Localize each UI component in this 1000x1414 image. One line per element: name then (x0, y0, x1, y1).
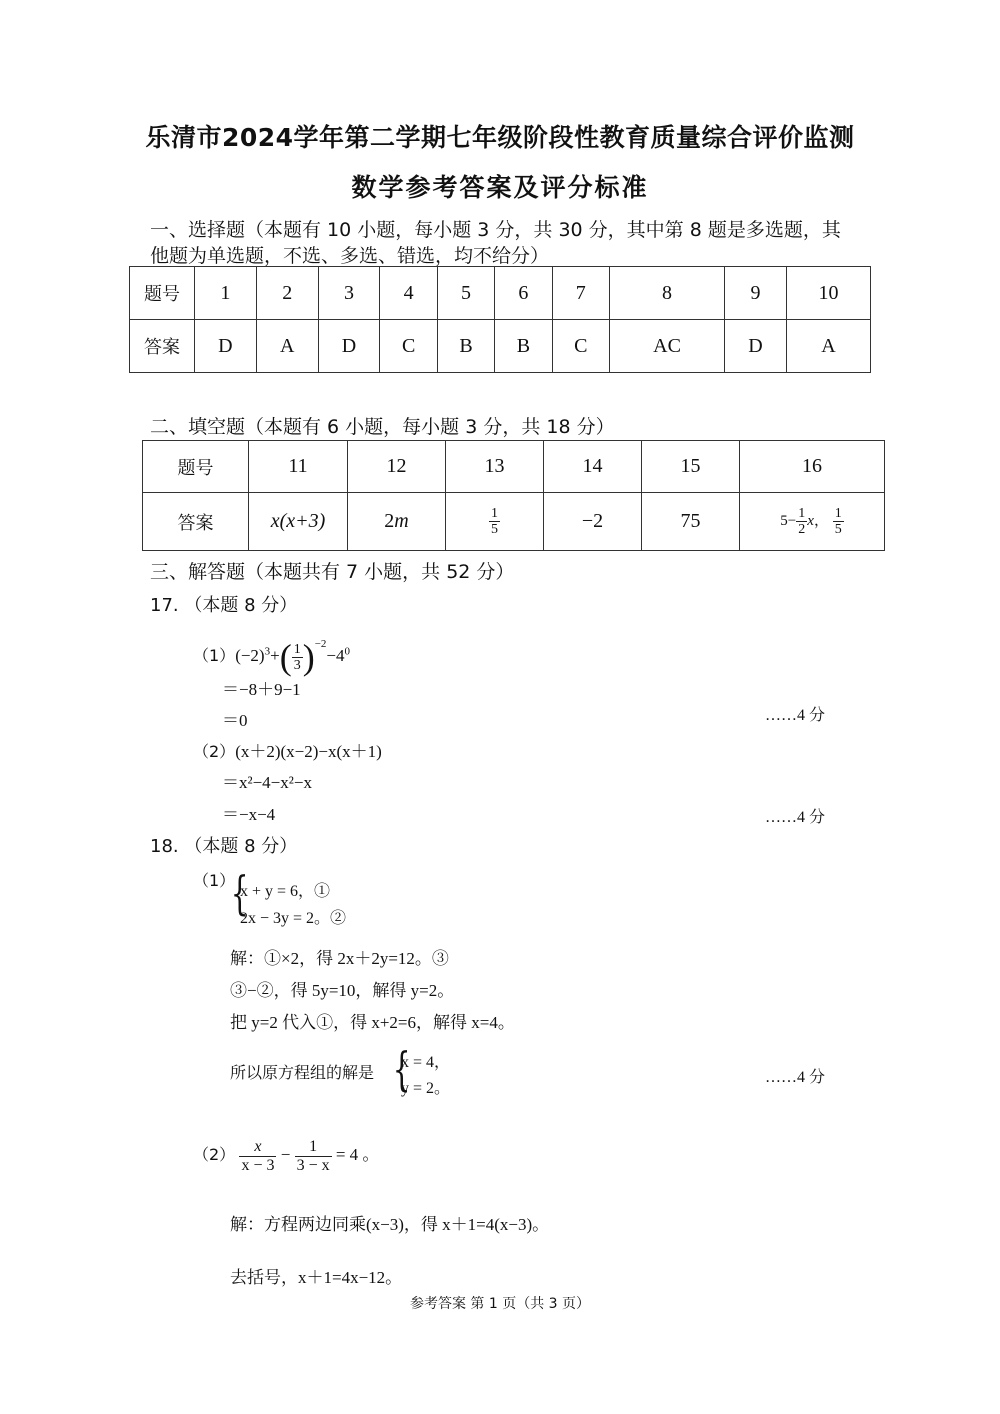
q17-part2-step1: ＝x²−4−x²−x (222, 773, 312, 792)
numerator: 1 (295, 1138, 332, 1157)
section3-heading: 三、解答题（本题共有 7 小题，共 52 分） (150, 561, 515, 583)
question-number: 10 (786, 267, 870, 320)
answer-cell: −2 (544, 493, 642, 551)
answer-cell: A (786, 320, 870, 373)
denominator: 3 (293, 657, 301, 673)
q18-part1-score: ……4 分 (765, 1069, 826, 1086)
fraction (796, 506, 807, 537)
left-paren: ( (279, 637, 292, 678)
system-brace: { (230, 866, 249, 920)
table-row (143, 441, 885, 493)
row-label-question: 题号 (130, 267, 195, 320)
answer-cell (348, 493, 446, 551)
row-label-question: 题号 (143, 441, 249, 493)
numerator: 1 (834, 506, 842, 521)
question-number: 6 (495, 267, 552, 320)
question-number: 3 (318, 267, 380, 320)
fraction (292, 642, 303, 673)
denominator: 5 (834, 522, 842, 537)
fraction (239, 1138, 276, 1175)
answer-cell: D (318, 320, 380, 373)
answer-cell: C (552, 320, 609, 373)
fraction (833, 506, 844, 537)
q18-part1-solution-line2: ③−②，得 5y=10，解得 y=2。 (230, 981, 455, 1000)
title-line2: 数学参考答案及评分标准 (351, 173, 649, 202)
row-label-answer: 答案 (143, 493, 249, 551)
question-number: 4 (380, 267, 437, 320)
exponent: 0 (344, 645, 351, 658)
q18-part1-solution-line3: 把 y=2 代入①，得 x+2=6，解得 x=4。 (230, 1013, 515, 1032)
denominator: x − 3 (241, 1156, 275, 1174)
answer-separator: ， (813, 512, 829, 529)
q17-part2-score: ……4 分 (765, 809, 826, 826)
q17-part1-score: ……4 分 (765, 707, 826, 724)
right-paren: ) (302, 637, 315, 678)
term: −4 (326, 646, 345, 665)
numerator: 1 (293, 641, 301, 657)
answer-cell: B (495, 320, 552, 373)
solution-brace: { (392, 1042, 411, 1096)
answer-cell: AC (609, 320, 724, 373)
table-row (130, 267, 871, 320)
q17-part2-step2: ＝−x−4 (222, 805, 276, 824)
answer-cell (740, 493, 885, 551)
q17-part1-label: （1） (193, 646, 236, 665)
question-number: 2 (256, 267, 318, 320)
question-number: 1 (195, 267, 257, 320)
question-number: 9 (725, 267, 787, 320)
q17-part2-label: （2） (193, 742, 236, 761)
section2-heading: 二、填空题（本题有 6 小题，每小题 3 分，共 18 分） (150, 416, 615, 438)
system-equation-1: x + y = 6，① (240, 883, 331, 900)
answer-coefficient: 2 (384, 510, 395, 532)
question-number: 15 (642, 441, 740, 493)
q17-part1-step1: ＝−8＋9−1 (222, 680, 301, 699)
q17-part1-expression (193, 626, 351, 678)
question-number: 11 (249, 441, 348, 493)
numerator: x (239, 1138, 276, 1157)
answer-cell: C (380, 320, 437, 373)
q18-part1-solution-line1: 解：①×2，得 2x＋2y=12。③ (230, 949, 449, 968)
q17-part1-step2: ＝0 (222, 711, 248, 730)
page-footer: 参考答案 第 1 页（共 3 页） (409, 1296, 591, 1312)
denominator: 2 (798, 522, 806, 537)
answer-cell: x(x+3) (249, 493, 348, 551)
denominator: 5 (491, 522, 498, 537)
answer-cell: 75 (642, 493, 740, 551)
q18-title: 18. （本题 8 分） (150, 836, 298, 857)
question-number: 8 (609, 267, 724, 320)
answer-variable: m (394, 510, 409, 532)
table-row (130, 320, 871, 373)
answer-cell: B (437, 320, 494, 373)
exponent: −2 (314, 638, 327, 650)
fill-blank-answer-table (142, 440, 885, 551)
denominator: 3 − x (296, 1156, 330, 1174)
q18-part1-label: （1） (193, 871, 236, 890)
expression: (x＋2)(x−2)−x(x＋1) (235, 742, 382, 761)
q18-part2-equation (193, 1135, 379, 1175)
fraction (295, 1138, 332, 1175)
question-number: 14 (544, 441, 642, 493)
right-hand-side: = 4 。 (335, 1145, 380, 1164)
question-number: 16 (740, 441, 885, 493)
solution-equation-2: y = 2。 (401, 1080, 451, 1097)
exponent: 3 (264, 645, 271, 658)
section1-heading-line1: 一、选择题（本题有 10 小题，每小题 3 分，共 30 分，其中第 8 题是多选题，其 (150, 219, 841, 241)
section1-heading-line2: 他题为单选题，不选、多选、错选，均不给分） (150, 245, 550, 267)
solution-equation-1: x = 4， (401, 1054, 451, 1071)
q18-part2-solution-line1: 解：方程两边同乘(x−3)，得 x＋1=4(x−3)。 (230, 1215, 550, 1234)
numerator: 1 (491, 506, 498, 521)
q18-part2-label: （2） (193, 1145, 236, 1164)
choice-answer-table (129, 266, 871, 373)
operator: + (270, 646, 280, 665)
answer-cell: D (725, 320, 787, 373)
answer-prefix: 5− (780, 512, 797, 529)
fraction (489, 506, 500, 537)
term: (−2) (235, 646, 265, 665)
q18-part2-solution-line2: 去括号，x＋1=4x−12。 (230, 1268, 403, 1287)
answer-cell: A (256, 320, 318, 373)
row-label-answer: 答案 (130, 320, 195, 373)
q17-part2-expression (193, 737, 382, 762)
question-number: 5 (437, 267, 494, 320)
answer-cell: D (195, 320, 257, 373)
system-equation-2: 2x − 3y = 2。② (240, 910, 347, 927)
title-line1: 乐清市2024学年第二学期七年级阶段性教育质量综合评价监测 (145, 123, 855, 152)
table-row (143, 493, 885, 551)
question-number: 7 (552, 267, 609, 320)
numerator: 1 (798, 506, 806, 521)
q17-title: 17. （本题 8 分） (150, 595, 298, 616)
question-number: 12 (348, 441, 446, 493)
answer-cell (446, 493, 544, 551)
answer-variable: x (807, 512, 814, 529)
question-number: 13 (446, 441, 544, 493)
operator: − (280, 1145, 291, 1164)
q18-part1-final-text: 所以原方程组的解是 (230, 1063, 375, 1082)
